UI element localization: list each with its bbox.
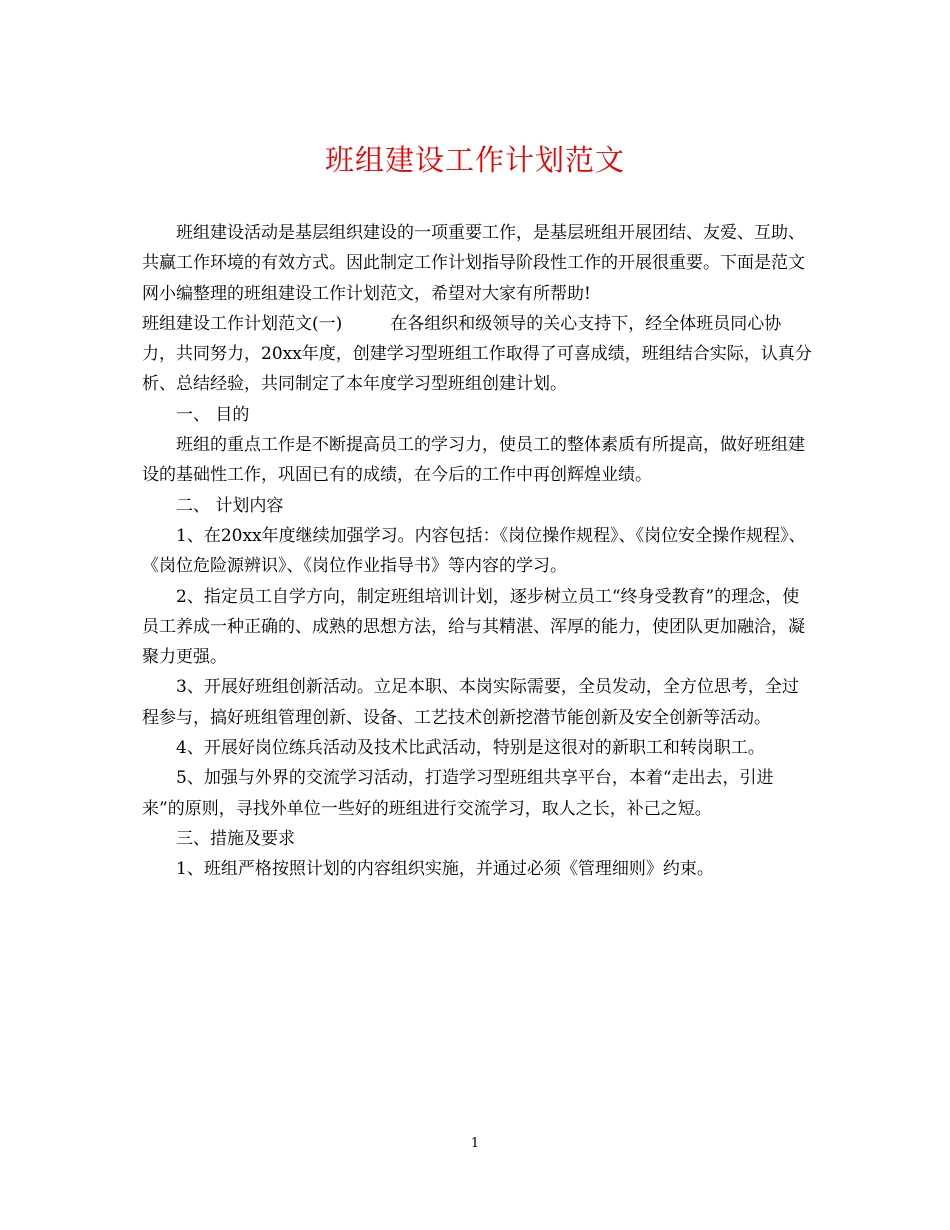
section2-heading: 二、 计划内容 <box>176 495 284 516</box>
subtitle-label: 班组建设工作计划范文(一) <box>142 313 343 334</box>
subtitle-paragraph <box>142 309 812 400</box>
document-title: 班组建设工作计划范文 <box>324 143 625 177</box>
page-number: 1 <box>470 1136 480 1151</box>
measure-item-1: 1、班组严格按照计划的内容组织实施，并通过必须《管理细则》约束。 <box>176 859 714 880</box>
plan-item-4: 4、开展好岗位练兵活动及技术比武活动，特别是这很对的新职工和转岗职工。 <box>176 738 765 759</box>
intro-paragraph: 班组建设活动是基层组织建设的一项重要工作，是基层班组开展团结、友爱、互助、共赢工作环境的有效方式。因此制定工作计划指导阶段性工作的开展很重要。下面是范文网小编整理的班组建设工作计划范文，希望对大家有所帮助! <box>142 223 805 304</box>
section3-heading: 三、措施及要求 <box>176 828 295 849</box>
plan-item-3: 3、开展好班组创新活动。立足本职、本岗实际需要，全员发动，全方位思考，全过程参与，搞好班组管理创新、设备、工艺技术创新挖潜节能创新及安全创新等活动。 <box>142 677 799 728</box>
plan-item-5: 5、加强与外界的交流学习活动，打造学习型班组共享平台，本着“走出去，引进来”的原则，寻找外单位一些好的班组进行交流学习，取人之长，补己之短。 <box>142 768 774 819</box>
document-body <box>142 218 812 885</box>
plan-item-2: 2、指定员工自学方向，制定班组培训计划，逐步树立员工“终身受教育”的理念，使员工养成一种正确的、成熟的思想方法，给与其精湛、浑厚的能力，使团队更加融洽，凝聚力更强。 <box>142 586 805 668</box>
subtitle-text: 在各组织和级领导的关心支持下，经全体班员同心协力，共同努力，20xx年度，创建学习型班组工作取得了可喜成绩，班组结合实际，认真分析、总结经验，共同制定了本年度学习型班组创建计划。 <box>142 313 812 395</box>
section1-text: 班组的重点工作是不断提高员工的学习力，使员工的整体素质有所提高，做好班组建设的基础性工作，巩固已有的成绩，在今后的工作中再创辉煌业绩。 <box>142 435 805 486</box>
section1-heading: 一、 目的 <box>176 404 250 425</box>
plan-item-1: 1、在20xx年度继续加强学习。内容包括：《岗位操作规程》、《岗位安全操作规程》、《岗位危险源辨识》、《岗位作业指导书》等内容的学习。 <box>142 525 806 577</box>
